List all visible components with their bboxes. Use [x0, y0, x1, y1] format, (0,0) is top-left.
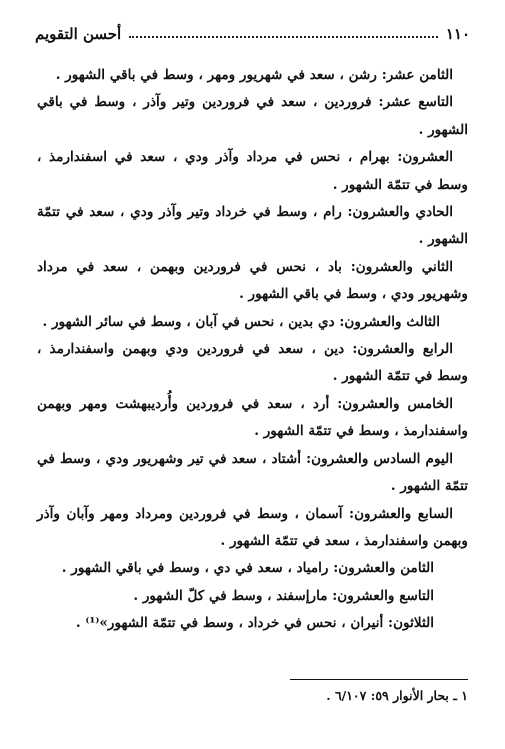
day-entry-21: الحادي والعشرون: رام ، وسط في خرداد وتير وآذر ودي ، سعد في تتمّة الشهور . [37, 204, 468, 248]
page-number: ١١٠ [445, 25, 470, 43]
header-dot-leader [129, 36, 438, 38]
day-entry-18: الثامن عشر: رشن ، سعد في شهريور ومهر ، وسط في باقي الشهور . [55, 67, 453, 83]
day-entry-20: العشرون: بهرام ، نحس في مرداد وآذر ودي ، سعد في اسفندارمذ ، وسط في تتمّة الشهور . [37, 149, 468, 193]
day-entry-22: الثاني والعشرون: باد ، نحس في فروردين وبهمن ، سعد في مرداد وشهريور ودي ، وسط في باقي الشهور . [37, 258, 468, 303]
page-body [37, 62, 468, 638]
running-header [35, 22, 470, 46]
day-entry-23: الثالث والعشرون: دي بدين ، نحس في آبان ، وسط في سائر الشهور . [42, 313, 440, 330]
day-entry-29: التاسع والعشرون: مارإسفند ، وسط في كلّ الشهور . [133, 587, 434, 604]
day-entry-25: الخامس والعشرون: أرد ، سعد في فروردين وأُرديبهشت ومهر وبهمن واسفندارمذ ، وسط في تتمّة الشهور . [37, 395, 468, 440]
day-entry-30: الثلاثون: أنيران ، نحس في خرداد ، وسط في تتمّة الشهور»⁽¹⁾ . [75, 615, 434, 632]
day-entry-24: الرابع والعشرون: دين ، سعد في فروردين ودي وبهمن واسفندارمذ ، وسط في تتمّة الشهور . [37, 341, 468, 385]
day-entry-28: الثامن والعشرون: رامياد ، سعد في دي ، وسط في باقي الشهور . [61, 560, 434, 577]
day-entry-19: التاسع عشر: فروردين ، سعد في فروردين وتير وآذر ، وسط في باقي الشهور . [37, 94, 468, 138]
footnote: ١ ـ بحار الأنوار ٥٩: ٦/١٠٧ . [326, 688, 468, 703]
day-entry-27: السابع والعشرون: آسمان ، وسط في فروردين ومرداد ومهر وآبان وآذر وبهمن واسفندارمذ ، سعد في تتمّة الشهور . [37, 505, 468, 549]
day-entry-26: اليوم السادس والعشرون: أشتاد ، سعد في تير وشهريور ودي ، وسط في تتمّة الشهور . [37, 450, 468, 495]
footnote-separator [290, 679, 468, 680]
book-title: أحسن التقويم [35, 25, 122, 43]
